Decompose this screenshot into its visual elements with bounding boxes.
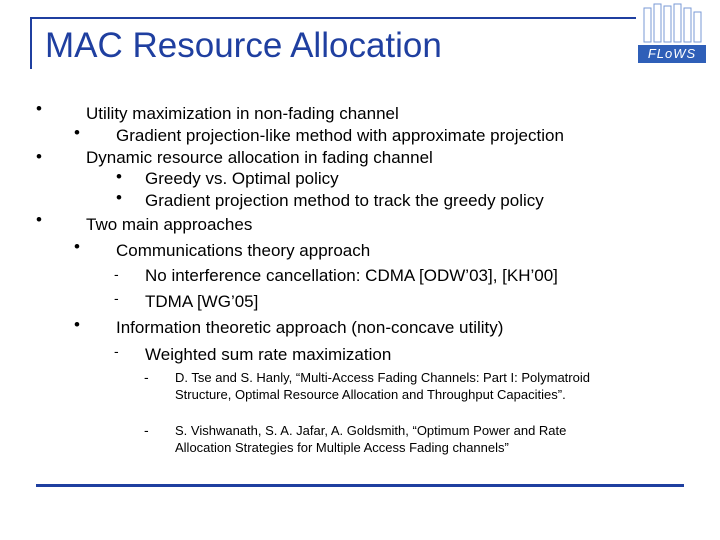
bullet-dynamic-allocation: Dynamic resource allocation in fading channel bbox=[86, 148, 433, 167]
bullet-utility-maximization: Utility maximization in non-fading channel bbox=[86, 104, 399, 123]
bullet-two-approaches: Two main approaches bbox=[86, 215, 253, 234]
sub-bullet-gradient-projection: Gradient projection-like method with approximate projection bbox=[116, 126, 564, 145]
dash-marker: - bbox=[114, 266, 119, 282]
sub-bullet-track-greedy: Gradient projection method to track the greedy policy bbox=[145, 191, 544, 210]
bullet-dot: • bbox=[36, 147, 42, 166]
dash-marker: - bbox=[114, 343, 119, 359]
dash-marker: - bbox=[144, 422, 149, 438]
item-weighted-sum-rate: Weighted sum rate maximization bbox=[145, 345, 392, 364]
bottom-rule bbox=[36, 484, 684, 487]
reference-vishwanath: S. Vishwanath, S. A. Jafar, A. Goldsmith, “Optimum Power and Rate Allocation Strategies for Multiple Access Fading channels” bbox=[175, 423, 567, 455]
bullet-dot: • bbox=[36, 210, 42, 229]
item-tdma: TDMA [WG’05] bbox=[145, 292, 259, 311]
flows-logo bbox=[632, 2, 712, 64]
sub-bullet-information-theoretic: Information theoretic approach (non-concave utility) bbox=[116, 318, 504, 337]
bullet-dot: • bbox=[116, 167, 122, 186]
item-cdma: No interference cancellation: CDMA [ODW’03], [KH’00] bbox=[145, 266, 558, 285]
reference-tse-hanly: D. Tse and S. Hanly, “Multi-Access Fading Channels: Part I: Polymatroid Structure, Optimal Resource Allocation and Throughput Capacities”. bbox=[175, 370, 590, 402]
dash-marker: - bbox=[114, 290, 119, 306]
bullet-dot: • bbox=[36, 99, 42, 118]
bullet-dot: • bbox=[74, 315, 80, 334]
dash-marker: - bbox=[144, 369, 149, 385]
sub-bullet-greedy-vs-optimal: Greedy vs. Optimal policy bbox=[145, 169, 339, 188]
logo-text: FLoWS bbox=[638, 45, 706, 63]
sub-bullet-communications-theory: Communications theory approach bbox=[116, 241, 371, 260]
bullet-dot: • bbox=[74, 123, 80, 142]
logo-pattern-icon bbox=[632, 2, 712, 46]
slide-title: MAC Resource Allocation bbox=[45, 26, 442, 65]
bullet-dot: • bbox=[74, 237, 80, 256]
bullet-dot: • bbox=[116, 188, 122, 207]
